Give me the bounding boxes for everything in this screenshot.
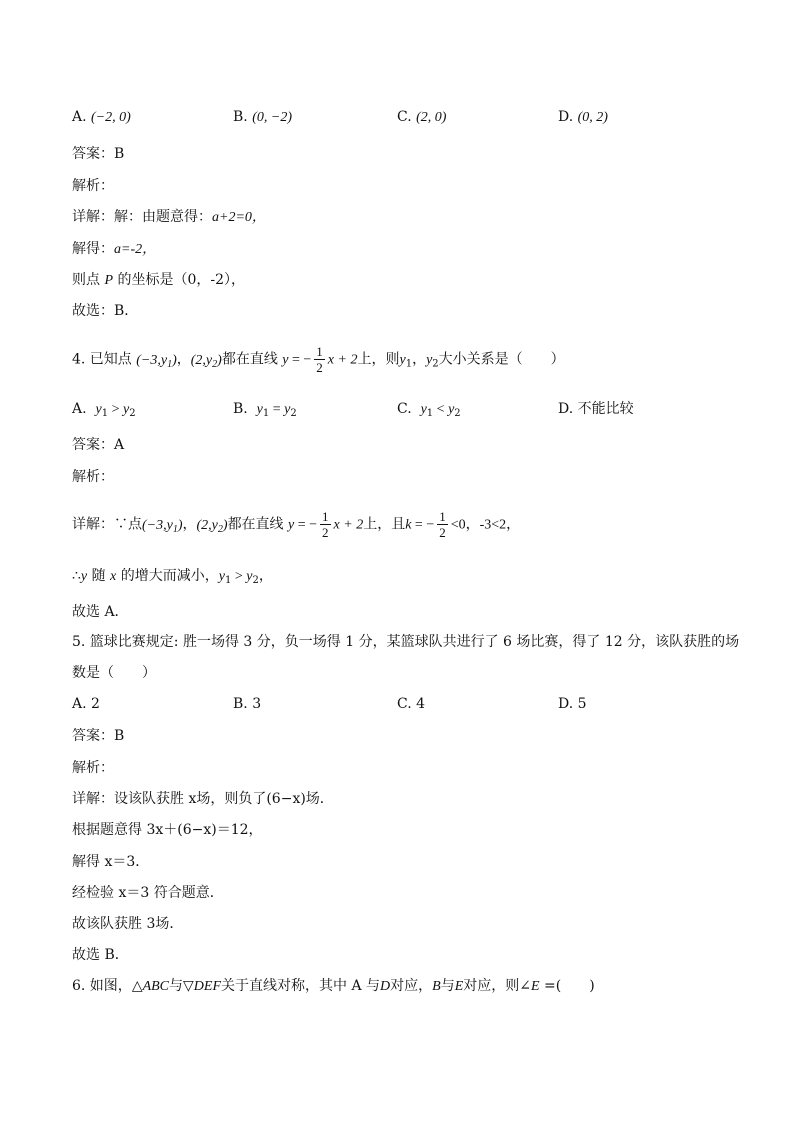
q5-option-b [233,693,261,715]
option-value: 5 [577,696,587,712]
stem-text: 6. 如图， [72,978,132,994]
q4-option-b [233,398,297,425]
point-2-end: ) [217,352,222,368]
q5-option-c [397,693,425,715]
therefore-symbol: ∴ [72,568,81,584]
stem-text: 4. 已知点 [72,351,132,368]
point-2-end: ) [222,517,228,533]
comma: ， [412,351,427,368]
stem-text: 上，则 [357,351,400,368]
q4-option-c [397,398,461,425]
point-e: E [454,979,464,994]
option-value: 3 [252,696,262,712]
point-1-text: (−3,y [136,352,168,368]
rhs: y [284,402,291,417]
step-text: 则点 [72,272,100,288]
detail-equation: a+2=0， [212,210,266,225]
option-label: B. [233,696,248,712]
stem-text: 与 [169,978,184,994]
q5-result: 故该队获胜 3场． [72,916,184,932]
step-equation: a=-2， [114,242,157,257]
q6-stem [72,976,595,997]
subscript: 1 [426,408,434,419]
subscript: 1 [167,358,173,370]
option-label: D. [558,109,574,125]
subscript: 2 [290,408,297,419]
lhs: y [218,569,225,584]
detail-text: 都在直线 [227,516,284,533]
point-2-text: (2,y [190,352,213,368]
equals-minus: = − [411,517,435,533]
q3-option-b [233,106,292,129]
detail-text: 详解：解：由题意得： [72,209,212,225]
subscript: 2 [432,358,439,370]
comma: ， [258,568,273,584]
point-1 [142,518,183,533]
q5-detail: 详解：设该队获胜 x场，则负了(6−x)场． [72,791,334,807]
q3-option-d [558,106,608,129]
q4-analysis: 解析： [72,469,114,485]
option-value: (0, −2) [252,110,292,125]
var-y: y [80,569,88,584]
option-value: (2, 0) [416,110,447,125]
operator: > [108,402,123,417]
stem-text: 与 [440,978,455,994]
stem-text: 对应，则 [463,978,520,994]
line-rest: x + 2 [333,517,364,533]
point-1-text: (−3,y [142,517,173,533]
option-label: D. [558,696,574,712]
option-value: (−2, 0) [91,110,131,125]
q3-option-a [72,106,131,129]
option-value: 4 [416,696,426,712]
q4-conclusion: 故选 A． [72,604,129,620]
subscript: 2 [217,523,223,535]
q4-therefore [72,566,273,591]
point-p: P [104,273,114,288]
numerator: 1 [439,509,446,524]
q5-analysis: 解析： [72,760,114,776]
q3-step2 [72,270,245,291]
option-value: (0, 2) [577,110,608,125]
fraction-half [320,509,331,540]
option-label: A. [72,401,87,417]
subscript: 1 [405,358,413,370]
rhs: y [246,569,253,584]
line-rest: x + 2 [327,352,358,368]
denominator: 2 [439,525,446,540]
q5-check: 经检验 x＝3 符合题意． [72,885,224,901]
lhs: y [95,402,102,417]
operator: = [269,402,285,417]
option-label: C. [397,696,412,712]
y2: y [426,352,433,368]
q3-option-c [397,106,446,129]
subscript: 2 [212,358,218,370]
therefore-text: 随 [87,568,111,584]
angle-e: ∠E [519,979,540,994]
operator: > [231,569,247,584]
point-2 [197,518,228,533]
rhs: y [122,402,130,417]
q5-stem-line1: 5. 篮球比赛规定: 胜一场得 3 分，负一场得 1 分，某篮球队共进行了 6 场比赛，得了 12 分，该队获胜的场 [72,634,740,650]
numerator: 1 [316,344,323,359]
lhs: y [420,402,427,417]
option-label: D. [558,401,574,417]
stem-text: 关于直线对称，其中 A 与 [221,978,381,994]
q3-analysis: 解析： [72,178,114,194]
separator: ， [182,516,197,533]
rhs: y [448,402,455,417]
slope-k: k [405,517,412,533]
q3-conclusion: 故选：B． [72,303,139,319]
triangle-abc: △ABC [131,979,170,994]
detail-text: 详解：∵点 [72,516,142,533]
therefore-text: 的增大而减小， [116,568,219,584]
denominator: 2 [316,360,323,375]
q3-step1 [72,239,156,260]
numerator: 1 [322,509,329,524]
q3-answer: 答案：B [72,146,125,162]
q5-equation: 根据题意得 3x＋(6−x)＝12， [72,822,263,838]
subscript: 1 [101,408,109,419]
option-label: B. [233,109,248,125]
option-label: C. [397,401,412,417]
detail-text: 上，且 [363,516,406,533]
line-y: y [288,517,295,533]
step-text: 的坐标是（0，-2）， [117,272,246,288]
operator: < [433,402,449,417]
q3-detail [72,207,266,228]
q4-answer: 答案：A [72,437,125,453]
q4-stem [72,344,565,378]
q5-conclusion: 故选 B． [72,947,129,963]
point-2 [191,353,222,368]
triangle-def: ▽DEF [183,979,222,994]
q5-solve: 解得 x＝3． [72,854,150,870]
point-2-text: (2,y [196,517,218,533]
lhs: y [256,402,263,417]
q4-option-d [558,398,634,420]
separator: ， [176,351,191,368]
option-value: 2 [91,696,100,712]
point-1-end: ) [172,352,177,368]
step-text: 解得： [72,241,114,257]
stem-text: 都在直线 [221,351,278,368]
subscript: 1 [224,575,232,586]
option-text: 不能比较 [577,401,634,417]
subscript: 2 [454,408,461,419]
k-rest: <0，-3<2， [450,517,521,533]
subscript: 1 [262,408,270,419]
subscript: 1 [172,523,178,535]
denominator: 2 [322,525,329,540]
option-label: C. [397,109,412,125]
q5-stem-line2: 数是（ ） [72,665,156,681]
option-label: A. [72,109,87,125]
subscript: 2 [129,408,136,419]
q5-option-a [72,693,100,715]
fraction-half [437,509,448,540]
equals-minus: = − [294,517,318,533]
var-x: x [110,569,117,584]
point-1 [136,353,177,368]
stem-text: 大小关系是（ ） [438,351,565,368]
option-label: A. [72,696,87,712]
q4-detail [72,509,520,543]
point-d: D [380,979,391,994]
point-1-end: ) [177,517,183,533]
stem-text: =( ) [539,978,595,994]
subscript: 2 [252,575,259,586]
q5-option-d [558,693,587,715]
stem-text: 对应， [390,978,433,994]
y1: y [399,352,406,368]
fraction-half [314,344,325,375]
point-b: B [432,979,441,994]
line-y: y [282,352,289,368]
equals-minus: = − [288,352,312,368]
option-label: B. [233,401,248,417]
q5-answer: 答案：B [72,728,125,744]
q4-option-a [72,398,136,425]
